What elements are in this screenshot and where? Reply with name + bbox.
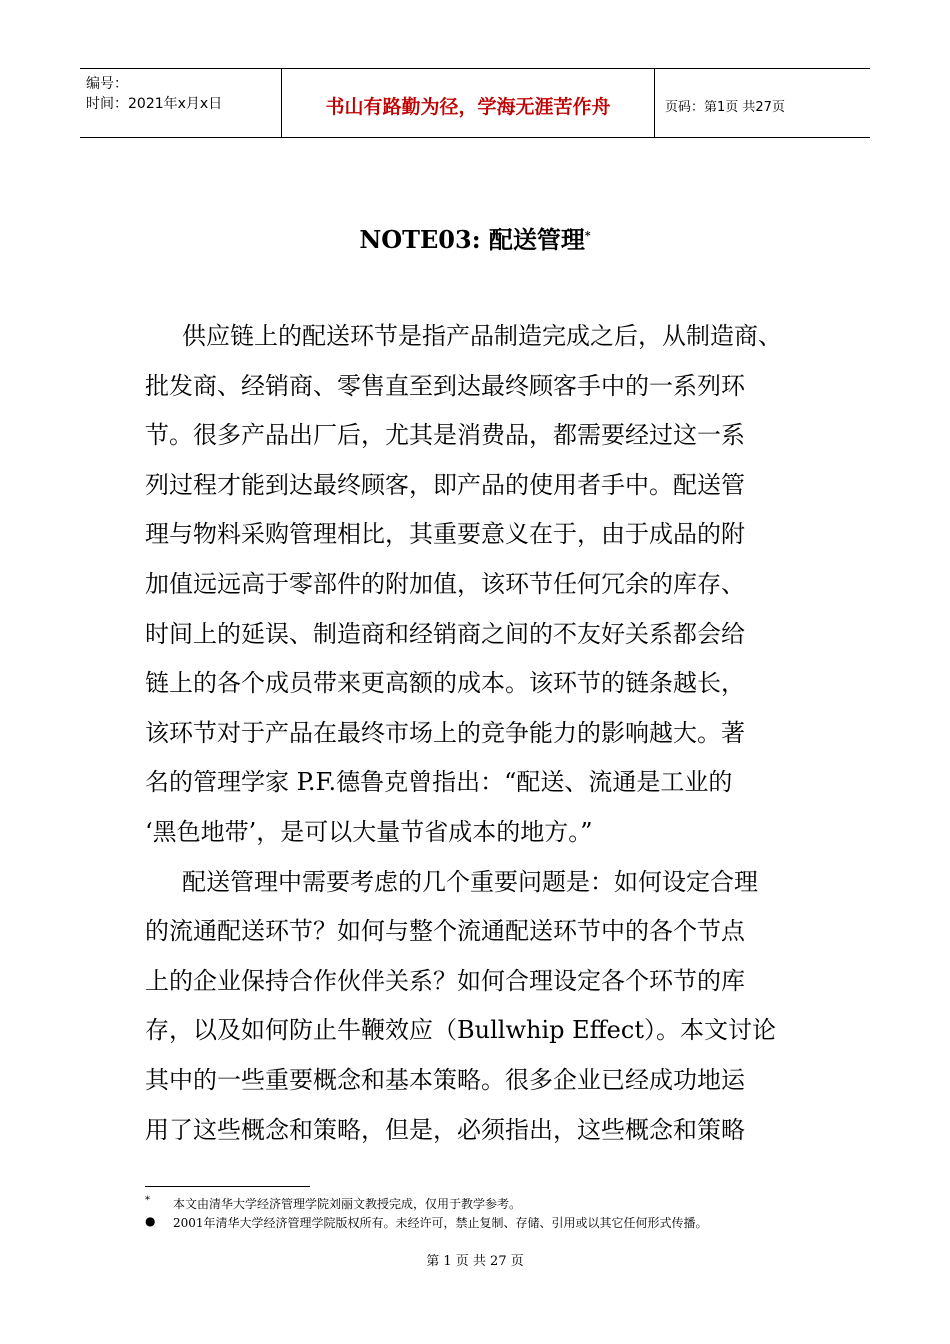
paragraph-line: 节。很多产品出厂后，尤其是消费品，都需要经过这一系 xyxy=(145,421,745,450)
paragraph-line: 上的企业保持合作伙伴关系？如何合理设定各个环节的库 xyxy=(145,966,745,995)
footnote-divider xyxy=(145,1186,310,1187)
paragraph-line: 名的管理学家 P.F.德鲁克曾指出：“配送、流通是工业的 xyxy=(145,768,733,797)
document-title xyxy=(0,220,950,255)
title-footnote-mark: * xyxy=(584,229,591,242)
paragraph-line: 的流通配送环节？如何与整个流通配送环节中的各个节点 xyxy=(145,917,745,946)
paragraph-line: 存，以及如何防止牛鞭效应（Bullwhip Effect）。本文讨论 xyxy=(145,1016,776,1045)
header-meta-cell xyxy=(80,69,282,137)
paragraph-line: 加值远远高于零部件的附加值，该环节任何冗余的库存、 xyxy=(145,569,745,598)
paragraph-line: 列过程才能到达最终顾客，即产品的使用者手中。配送管 xyxy=(145,470,745,499)
paragraph-line: 用了这些概念和策略，但是，必须指出，这些概念和策略 xyxy=(145,1115,745,1144)
paragraph-line: 批发商、经销商、零售直至到达最终顾客手中的一系列环 xyxy=(145,371,745,400)
header-page-cell xyxy=(655,69,870,137)
title-text: NOTE03: 配送管理 xyxy=(359,225,585,254)
time-label: 时间：2021年x月x日 xyxy=(86,96,223,112)
paragraph-line: 供应链上的配送环节是指产品制造完成之后，从制造商、 xyxy=(182,322,782,350)
body-text xyxy=(145,312,810,1155)
paragraph-line: 理与物料采购管理相比，其重要意义在于，由于成品的附 xyxy=(145,520,745,549)
bullet-icon: ● xyxy=(145,1214,156,1228)
paragraph-line: 配送管理中需要考虑的几个重要问题是：如何设定合理 xyxy=(182,867,758,896)
paragraph-line: 时间上的延误、制造商和经销商之间的不友好关系都会给 xyxy=(145,619,745,648)
footnote-text: 本文由清华大学经济管理学院刘丽文教授完成，仅用于教学参考。 xyxy=(173,1197,522,1211)
number-label: 编号： xyxy=(86,76,128,92)
paragraph-line: 其中的一些重要概念和基本策略。很多企业已经成功地运 xyxy=(145,1065,745,1094)
paragraph-line: 链上的各个成员带来更高额的成本。该环节的链条越长， xyxy=(145,669,745,698)
paragraph-line: 该环节对于产品在最终市场上的竞争能力的影响越大。著 xyxy=(145,718,745,747)
header-motto-cell xyxy=(282,69,655,137)
paragraph-line: ‘黑色地带’，是可以大量节省成本的地方。” xyxy=(145,817,593,846)
motto: 书山有路勤为径，学海无涯苦作舟 xyxy=(325,96,611,118)
page-footer: 第 1 页 共 27 页 xyxy=(426,1254,524,1269)
page-info: 页码：第1页 共27页 xyxy=(665,100,785,115)
footnote-mark: * xyxy=(145,1195,150,1206)
footnote-text: 2001年清华大学经济管理学院版权所有。未经许可，禁止复制、存储、引用或以其它任何形式传播。 xyxy=(173,1216,708,1230)
document-header xyxy=(80,68,870,138)
